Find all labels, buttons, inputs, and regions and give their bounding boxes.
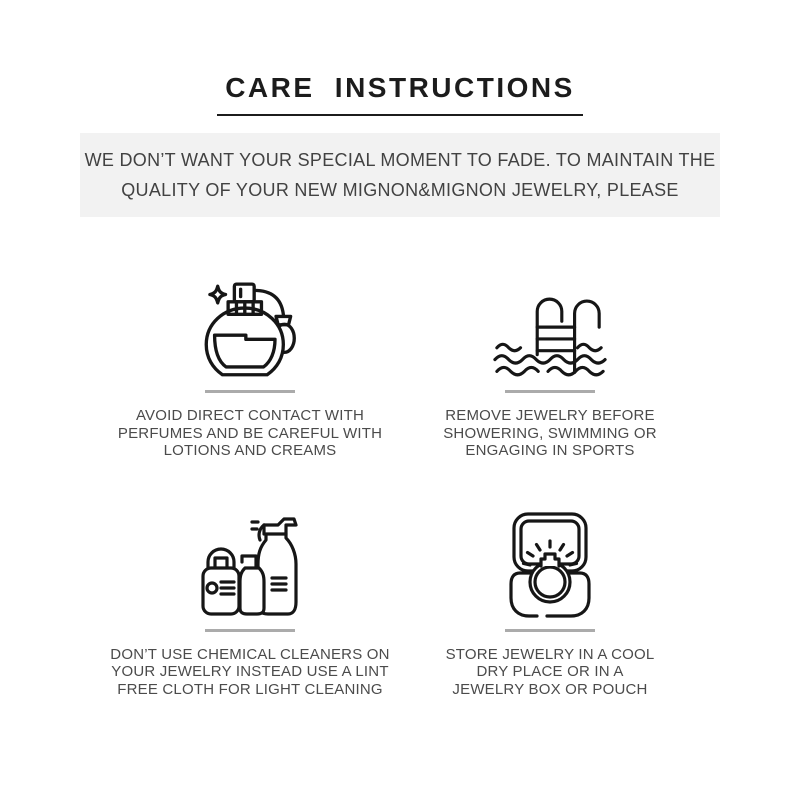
card-avoid-perfume [100, 267, 400, 460]
intro-banner-line-2: QUALITY OF YOUR NEW MIGNON&MIGNON JEWELRY, PLEASE [121, 180, 679, 200]
caption-line: DRY PLACE OR IN A [476, 663, 624, 680]
header [0, 0, 800, 116]
caption-line: SHOWERING, SWIMMING OR [443, 424, 657, 442]
card-caption [100, 646, 400, 699]
cleaning-products-svg [200, 514, 300, 620]
caption-line: YOUR JEWELRY INSTEAD USE A LINT [111, 663, 389, 680]
card-store-jewelry [400, 506, 700, 699]
ring-box-svg [507, 510, 593, 620]
divider [505, 629, 595, 632]
page-title: CARE INSTRUCTIONS [217, 72, 583, 116]
caption-line: PERFUMES AND BE CAREFUL WITH [117, 424, 383, 442]
card-caption [400, 646, 700, 699]
divider [505, 390, 595, 393]
pool-ladder-icon [400, 267, 700, 381]
pool-ladder-svg [491, 289, 609, 381]
intro-banner-line-1: WE DON’T WANT YOUR SPECIAL MOMENT TO FADE. TO MAINTAIN THE [84, 150, 716, 170]
caption-line: DON’T USE CHEMICAL CLEANERS ON [110, 645, 390, 663]
perfume-bottle-svg [201, 281, 299, 381]
intro-banner [80, 133, 720, 217]
card-no-chemical-cleaners [100, 506, 400, 699]
caption-line: AVOID DIRECT CONTACT WITH [135, 407, 365, 424]
caption-line: LOTIONS AND CREAMS [163, 442, 337, 459]
ring-box-icon [400, 506, 700, 620]
divider [205, 629, 295, 632]
card-caption [100, 407, 400, 460]
divider [205, 390, 295, 393]
care-instructions-grid [100, 267, 700, 698]
caption-line: ENGAGING IN SPORTS [465, 442, 635, 459]
card-remove-before-swimming [400, 267, 700, 460]
caption-line: REMOVE JEWELRY BEFORE [445, 407, 655, 424]
caption-line: STORE JEWELRY IN A COOL [445, 645, 655, 663]
cleaning-products-icon [100, 506, 400, 620]
perfume-bottle-icon [100, 267, 400, 381]
caption-line: JEWELRY BOX OR POUCH [452, 680, 648, 698]
caption-line: FREE CLOTH FOR LIGHT CLEANING [117, 680, 383, 698]
card-caption [400, 407, 700, 460]
